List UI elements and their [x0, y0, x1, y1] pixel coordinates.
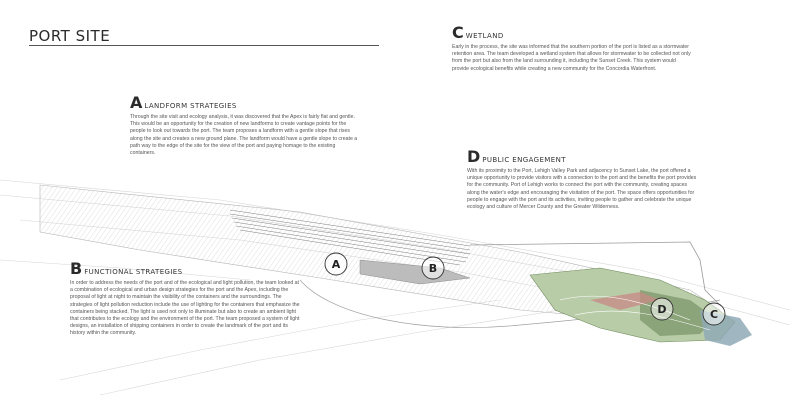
section-heading: FUNCTIONAL STRATEGIES: [84, 268, 183, 276]
marker-label: C: [709, 308, 719, 321]
section-header: [452, 23, 692, 42]
marker-label: A: [331, 258, 341, 271]
marker-label: B: [428, 262, 438, 275]
section-letter: C: [452, 23, 464, 42]
section-body: Through the site visit and ecology analysis, it was discovered that the Apex is fairly flat and gentle. This would be an opportunity for the creation of new landforms to create vantage points for the people to look out towards the port. The team proposes a landform with a gentle slope that rises along the site and creates a new ground plane. The landform would have a gentle slope to create a path way to the edge of the site for the view of the port and paying homage to the existing containers.: [130, 114, 358, 157]
marker-b: [422, 257, 444, 279]
marker-d: [651, 298, 673, 320]
section-heading: PUBLIC ENGAGEMENT: [482, 156, 566, 164]
section-letter: A: [130, 93, 143, 112]
section-wetland: [452, 23, 692, 73]
section-header: [70, 259, 300, 278]
section-letter: D: [467, 147, 481, 166]
section-functional-strategies: [70, 259, 300, 338]
section-heading: LANDFORM STRATEGIES: [144, 102, 237, 110]
title-divider: [29, 45, 379, 46]
section-header: [130, 93, 360, 112]
marker-a: [325, 253, 347, 275]
marker-c: [703, 303, 725, 325]
section-letter: B: [70, 259, 83, 278]
page-title: PORT SITE: [29, 27, 111, 45]
section-heading: WETLAND: [465, 32, 504, 40]
section-body: With its proximity to the Port, Lehigh Valley Park and adjacency to Sunset Lake, the port offered a unique opportunity to provide visitors with a connection to the port and the benefits the port provides for the community. Port of Lehigh works to connect the port with the community, creating spaces along the water's edge and encouraging the visitation of the port. The space offers opportunities for people to engage with the port and its activities, inviting people to gather and celebrate the unique ecology and culture of Mercer County and the Greater Wilderness.: [467, 168, 697, 211]
section-landform-strategies: [130, 93, 360, 157]
section-body: In order to address the needs of the port and of the ecological and light pollution, the team looked at a combination of ecological and urban design strategies for the port and the Apex, including the proposal of light at night to maintain the visibility of the containers and the surroundings. The strategies of light pollution reduction include the use of lighting for the containers that emphasize the containers being stacked. The light is used not only to illuminate but also to create an ambient light that contributes to the ecology and the environment of the port. The team proposed a system of light designs, an installation of shipping containers in order to create the landmark of the port and its history within the community.: [70, 280, 300, 337]
section-body: Early in the process, the site was informed that the southern portion of the port is listed as a stormwater retention area. The team developed a wetland system that allows for stormwater to be collected not only from the port but also from the land surrounding it, including the Sunset Creek. This system would provide ecological benefits while creating a new community for the Concordia Waterfront.: [452, 44, 691, 72]
marker-label: D: [657, 303, 667, 316]
